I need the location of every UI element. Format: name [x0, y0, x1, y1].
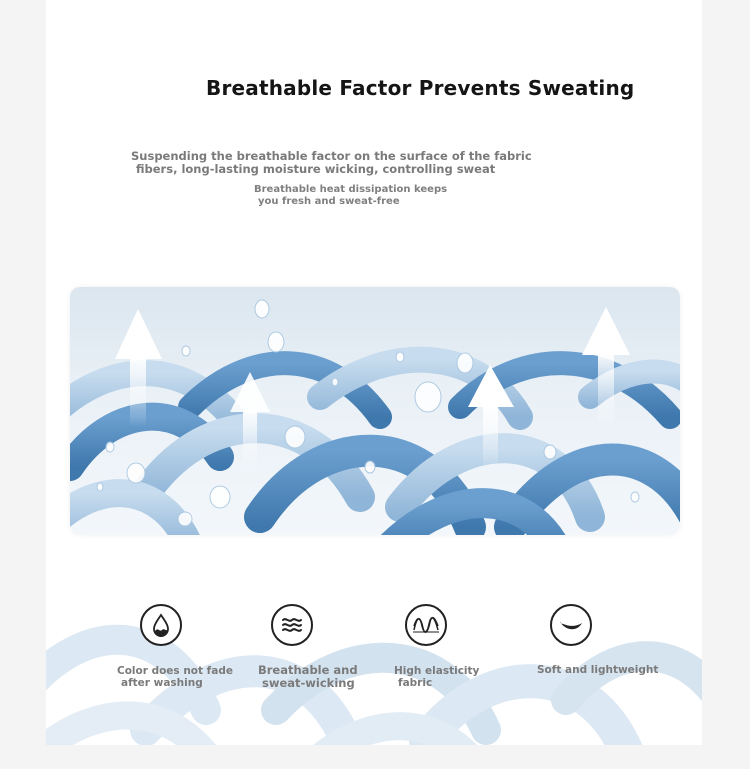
note — [254, 184, 447, 208]
feature-lightweight — [537, 604, 687, 677]
wave-lines-icon — [271, 604, 313, 646]
subtitle-line: Suspending the breathable factor on the surface of the fabric — [131, 149, 532, 163]
feather-icon — [550, 604, 592, 646]
feature-label: Soft and lightweight — [537, 664, 659, 676]
feature-color-fast — [117, 604, 267, 689]
feature-breathable — [258, 604, 408, 689]
fiber-graphic — [70, 287, 680, 535]
feature-label: Color does not fade after washing — [117, 665, 233, 689]
note-line: you fresh and sweat-free — [258, 196, 400, 207]
subtitle — [131, 150, 532, 176]
subtitle-line: fibers, long-lasting moisture wicking, controlling sweat — [136, 162, 496, 176]
feature-label: Breathable and sweat-wicking — [258, 663, 358, 690]
fiber-loops — [70, 360, 680, 535]
elastic-wave-icon — [405, 604, 447, 646]
feature-elasticity — [394, 604, 544, 689]
feature-label: High elasticity fabric — [394, 665, 480, 689]
page-title: Breathable Factor Prevents Sweating — [206, 76, 635, 100]
color-drop-icon — [140, 604, 182, 646]
note-line: Breathable heat dissipation keeps — [254, 184, 448, 195]
fabric-illustration — [70, 287, 680, 535]
